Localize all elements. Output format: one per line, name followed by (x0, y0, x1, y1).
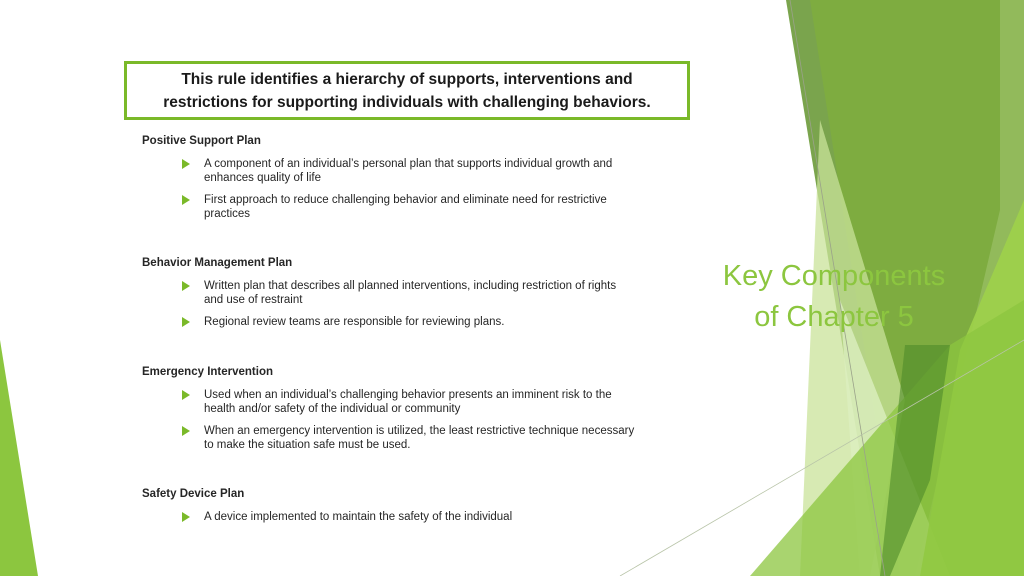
section-safety-device-plan (142, 488, 702, 524)
callout-line-1: This rule identifies a hierarchy of supports, interventions and (181, 70, 633, 88)
bullet-text-line: Regional review teams are responsible for reviewing plans. (204, 316, 505, 328)
bullet-item (142, 424, 702, 452)
arrow-bullet-icon (182, 281, 190, 291)
section-title: Safety Device Plan (142, 488, 245, 500)
arrow-bullet-icon (182, 195, 190, 205)
bullet-text-line: Written plan that describes all planned interventions, including restriction of rights (204, 280, 617, 292)
bullet-item (142, 279, 702, 307)
left-green-strip (0, 340, 38, 576)
bullet-text-line: Used when an individual’s challenging behavior presents an imminent risk to the (204, 389, 612, 401)
bullet-list (142, 279, 702, 329)
arrow-bullet-icon (182, 317, 190, 327)
arrow-bullet-icon (182, 390, 190, 400)
bullet-text-line: to make the situation safe must be used. (204, 439, 411, 451)
bullet-text-line: enhances quality of life (204, 172, 321, 184)
bullet-text-line: and use of restraint (204, 294, 303, 306)
bullet-list (142, 157, 702, 221)
bullet-text-line: First approach to reduce challenging behavior and eliminate need for restrictive (204, 194, 607, 206)
section-title: Emergency Intervention (142, 366, 274, 378)
bullet-item (142, 193, 702, 221)
section-title: Positive Support Plan (142, 135, 261, 147)
section-positive-support-plan (142, 135, 702, 221)
side-title-line-1: Key Components (722, 260, 946, 292)
section-title: Behavior Management Plan (142, 257, 293, 269)
bullet-item (142, 315, 702, 329)
arrow-bullet-icon (182, 426, 190, 436)
slide-side-title (706, 256, 962, 338)
summary-callout-box (124, 61, 690, 120)
bullet-list (142, 388, 702, 452)
arrow-bullet-icon (182, 159, 190, 169)
arrow-bullet-icon (182, 512, 190, 522)
bullet-list (142, 510, 702, 524)
bullet-item (142, 510, 702, 524)
side-title-line-2: of Chapter 5 (754, 301, 914, 333)
bullet-text-line: A component of an individual’s personal plan that supports individual growth and (204, 158, 613, 170)
bullet-text-line: health and/or safety of the individual or community (204, 403, 461, 415)
bullet-item (142, 388, 702, 416)
bullet-text-line: A device implemented to maintain the safety of the individual (204, 511, 513, 523)
section-behavior-management-plan (142, 257, 702, 329)
bullet-text-line: practices (204, 208, 251, 220)
bullet-text-line: When an emergency intervention is utilized, the least restrictive technique necessary (204, 425, 635, 437)
bullet-item (142, 157, 702, 185)
section-emergency-intervention (142, 366, 702, 452)
callout-line-2: restrictions for supporting individuals with challenging behaviors. (163, 93, 651, 111)
